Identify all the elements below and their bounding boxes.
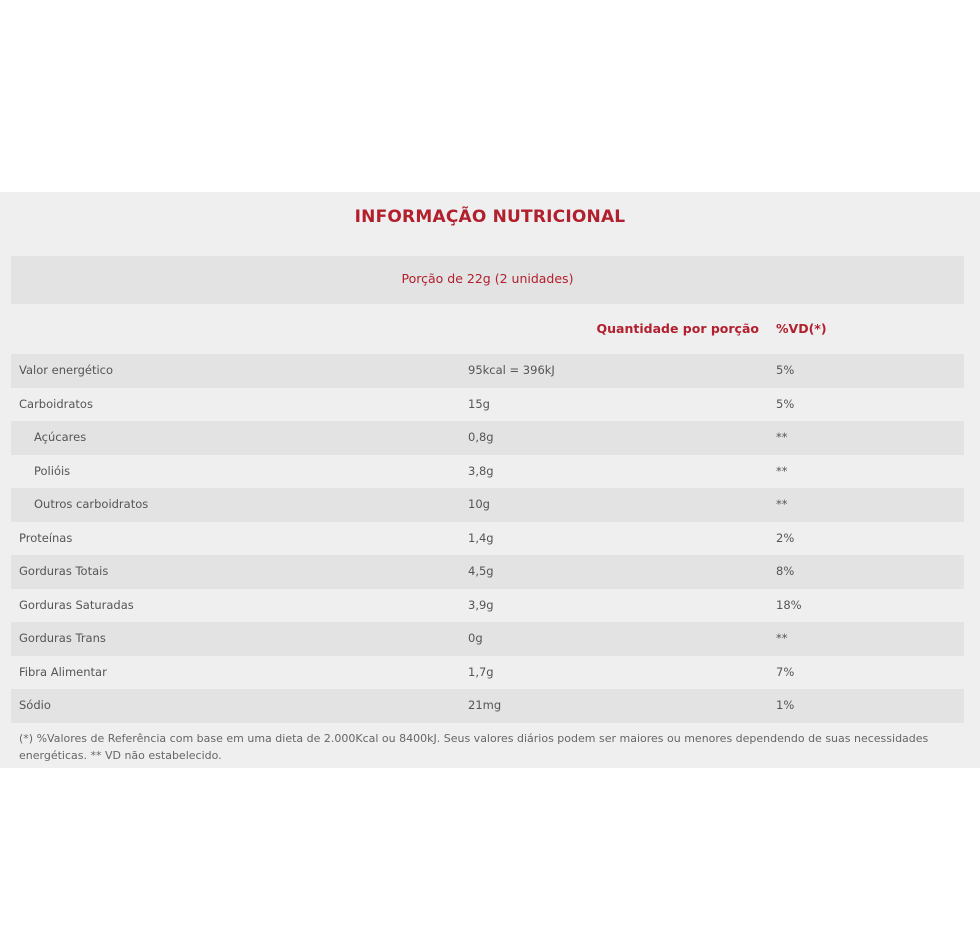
nutrient-vd: ** (776, 430, 788, 444)
nutrient-name: Gorduras Saturadas (19, 597, 134, 612)
nutrient-quantity: 0,8g (468, 430, 494, 444)
nutrient-name: Açúcares (34, 430, 87, 444)
nutrient-vd: 5% (776, 396, 795, 411)
table-header (11, 305, 964, 353)
nutrition-table (11, 354, 964, 723)
table-row (11, 421, 964, 455)
nutrient-vd: 5% (776, 363, 795, 377)
nutrient-quantity: 21mg (468, 698, 502, 712)
nutrient-name: Outros carboidratos (34, 497, 149, 511)
nutrient-vd: 18% (776, 597, 802, 612)
table-row (11, 656, 964, 690)
nutrient-quantity: 95kcal = 396kJ (468, 363, 555, 377)
panel-title: INFORMAÇÃO NUTRICIONAL (354, 207, 626, 227)
nutrient-name: Gorduras Trans (19, 631, 106, 645)
table-row (11, 522, 964, 556)
nutrient-quantity: 3,8g (468, 463, 494, 478)
footnote: (*) %Valores de Referência com base em uma dieta de 2.000Kcal ou 8400kJ. Seus valores diários podem ser maiores ou menores dependendo de suas necessidades energéticas. ** VD não estabelecido. (19, 732, 929, 762)
table-row (11, 555, 964, 589)
nutrient-quantity: 10g (468, 497, 490, 511)
nutrient-name: Valor energético (19, 363, 114, 377)
nutrient-quantity: 1,4g (468, 530, 494, 545)
quantity-header: Quantidade por porção (596, 321, 759, 336)
nutrient-vd: ** (776, 631, 788, 645)
table-row (11, 689, 964, 723)
portion-bar (11, 256, 964, 304)
table-row (11, 488, 964, 522)
nutrient-vd: 2% (776, 530, 795, 545)
table-row (11, 354, 964, 388)
nutrient-name: Carboidratos (19, 396, 93, 411)
nutrient-vd: 7% (776, 664, 795, 679)
nutrient-name: Sódio (19, 698, 51, 712)
table-row (11, 622, 964, 656)
nutrient-quantity: 15g (468, 396, 490, 411)
nutrient-quantity: 3,9g (468, 597, 494, 612)
nutrient-quantity: 4,5g (468, 564, 494, 578)
nutrition-panel (0, 192, 980, 768)
nutrient-quantity: 0g (468, 631, 483, 645)
table-row (11, 589, 964, 623)
portion-label: Porção de 22g (2 unidades) (401, 271, 574, 286)
table-row (11, 388, 964, 422)
nutrient-name: Polióis (34, 463, 71, 478)
nutrient-name: Gorduras Totais (19, 564, 109, 578)
nutrient-vd: 1% (776, 698, 795, 712)
nutrient-vd: ** (776, 463, 788, 478)
table-row (11, 455, 964, 489)
nutrient-vd: 8% (776, 564, 795, 578)
vd-header: %VD(*) (776, 321, 827, 336)
nutrient-quantity: 1,7g (468, 664, 494, 679)
nutrient-vd: ** (776, 497, 788, 511)
nutrient-name: Proteínas (19, 530, 73, 545)
nutrient-name: Fibra Alimentar (19, 664, 107, 679)
